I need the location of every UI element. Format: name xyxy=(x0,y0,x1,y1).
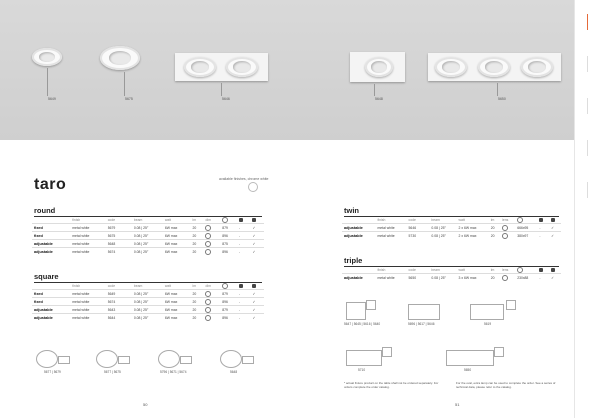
page-title: taro xyxy=(34,176,67,193)
table-cell: 0.08 | 25° xyxy=(132,248,163,256)
drawing-caption: 5650 xyxy=(464,368,472,372)
table-cell: metal white xyxy=(70,232,106,240)
column-header: finish xyxy=(72,284,81,288)
heat-icon xyxy=(239,218,243,222)
lamp-icon xyxy=(222,283,228,289)
table-cell xyxy=(500,232,515,240)
table-cell: 0.08 | 25° xyxy=(132,314,163,322)
twin-table xyxy=(342,217,561,239)
table-cell: - xyxy=(237,298,250,306)
table-cell: fixed xyxy=(32,224,70,232)
table-cell: metal white xyxy=(375,274,406,282)
table-cell: metal white xyxy=(70,298,106,306)
table-cell: 20 xyxy=(489,232,500,240)
column-header: lens xyxy=(502,268,509,272)
side-tab[interactable] xyxy=(587,182,588,198)
table-cell: adjustable xyxy=(342,232,375,240)
drawing-round xyxy=(96,350,118,368)
table-cell: 5646 xyxy=(407,224,424,232)
table-cell xyxy=(203,240,220,248)
table-cell: 6W max xyxy=(163,232,191,240)
table-row xyxy=(32,306,264,314)
table-cell: 879 xyxy=(220,290,237,298)
table-cell: 0.08 | 25° xyxy=(132,240,163,248)
column-header: beam xyxy=(133,218,143,222)
table-cell: ✓ xyxy=(250,314,264,322)
column-header: code xyxy=(107,218,116,222)
fixture-code: 5646 xyxy=(222,97,230,101)
table-row xyxy=(32,240,264,248)
table-cell: 896 xyxy=(220,232,237,240)
table-cell: metal white xyxy=(70,248,106,256)
side-tab-active[interactable] xyxy=(587,14,588,30)
column-header: lm xyxy=(490,218,495,222)
table-cell xyxy=(125,224,132,232)
dimmable-icon xyxy=(205,233,211,239)
table-cell: 896 xyxy=(220,314,237,322)
table-cell: 0.08 | 25° xyxy=(132,224,163,232)
column-header: code xyxy=(408,268,416,272)
table-cell: 5650 xyxy=(407,274,424,282)
table-cell: metal white xyxy=(70,290,106,298)
table-cell: 20 xyxy=(190,306,203,314)
column-header: lm xyxy=(490,268,495,272)
round-fixed-fixture xyxy=(32,48,62,66)
table-cell xyxy=(203,290,220,298)
page-number-right: 51 xyxy=(455,402,460,407)
finish-label: available finishes, chrome white xyxy=(219,177,269,181)
table-cell: 230x88 xyxy=(515,274,537,282)
table-cell: 20 xyxy=(190,314,203,322)
column-header: finish xyxy=(377,218,386,222)
table-cell xyxy=(125,314,132,322)
table-cell xyxy=(203,224,220,232)
table-cell: 0.08 | 25° xyxy=(429,232,456,240)
table-cell: ✓ xyxy=(549,274,561,282)
column-header: lm xyxy=(192,284,197,288)
table-cell: metal white xyxy=(70,314,106,322)
column-header: lm xyxy=(192,218,197,222)
table-cell xyxy=(203,306,220,314)
table-cell: fixed xyxy=(32,290,70,298)
drawing-twin xyxy=(346,350,382,366)
leader-line xyxy=(47,68,48,96)
leader-line xyxy=(221,83,222,96)
table-cell: 20 xyxy=(190,232,203,240)
table-cell: adjustable xyxy=(32,314,70,322)
column-header: finish xyxy=(72,218,81,222)
table-cell: adjustable xyxy=(342,224,375,232)
table-cell: 5674 xyxy=(106,248,125,256)
fixture-code: 5650 xyxy=(498,97,506,101)
table-cell: 20 xyxy=(190,290,203,298)
table-cell: 20 xyxy=(190,224,203,232)
table-row xyxy=(342,232,561,240)
heat-icon xyxy=(539,218,543,222)
dimmable-icon xyxy=(205,299,211,305)
dimmable-icon xyxy=(205,307,211,313)
side-tab[interactable] xyxy=(587,140,588,156)
page-number-left: 50 xyxy=(143,402,148,407)
fixture-code: 5648 xyxy=(375,97,383,101)
twin-ring-right xyxy=(226,57,258,77)
table-cell: 5674 xyxy=(106,298,125,306)
drawing-side xyxy=(506,300,516,310)
drawing-side xyxy=(180,356,192,364)
table-cell: 5648 xyxy=(106,240,125,248)
table-row xyxy=(32,314,264,322)
finish-swatch xyxy=(248,182,258,192)
table-cell: - xyxy=(537,274,549,282)
table-row xyxy=(342,224,561,232)
table-cell: ✓ xyxy=(250,240,264,248)
table-cell: adjustable xyxy=(342,274,375,282)
table-cell: 896 xyxy=(220,248,237,256)
table-cell: adjustable xyxy=(32,306,70,314)
hero-image xyxy=(0,0,574,140)
side-navigation xyxy=(574,0,600,418)
table-cell: - xyxy=(237,232,250,240)
driver-icon xyxy=(252,284,256,288)
driver-icon xyxy=(551,268,555,272)
drawing-side xyxy=(366,300,376,310)
dimmable-icon xyxy=(205,225,211,231)
lamp-icon xyxy=(517,217,523,223)
table-cell: 875 xyxy=(220,240,237,248)
table-cell: 0.08 | 25° xyxy=(429,274,456,282)
lamp-icon xyxy=(222,217,228,223)
table-cell: - xyxy=(237,306,250,314)
table-cell xyxy=(125,306,132,314)
drawing-triple xyxy=(446,350,494,366)
table-cell xyxy=(125,298,132,306)
drawing-caption: 5696 | 5617 | 5646 xyxy=(408,322,435,326)
table-cell: 0.08 | 25° xyxy=(429,224,456,232)
table-cell xyxy=(203,232,220,240)
table-row xyxy=(32,224,264,232)
table-cell: 20 xyxy=(190,248,203,256)
table-cell: - xyxy=(537,232,549,240)
table-cell: metal white xyxy=(375,224,406,232)
table-cell xyxy=(203,248,220,256)
drawing-caption: 5796 | 5671 | 5674 xyxy=(160,370,187,374)
square-table xyxy=(32,283,264,321)
drawing-caption: 5648 xyxy=(230,370,238,374)
drawing-caption: 5619 xyxy=(484,322,492,326)
table-row xyxy=(342,274,561,282)
driver-icon xyxy=(551,218,555,222)
table-cell: adjustable xyxy=(32,248,70,256)
lamp-icon xyxy=(517,267,523,273)
table-cell: 20 xyxy=(489,274,500,282)
table-cell: metal white xyxy=(70,306,106,314)
drawing-side xyxy=(382,347,392,357)
driver-icon xyxy=(252,218,256,222)
dimmable-icon xyxy=(502,275,508,281)
side-tab[interactable] xyxy=(587,56,588,72)
drawing-square xyxy=(346,302,366,320)
table-cell: fixed xyxy=(32,232,70,240)
table-cell xyxy=(125,240,132,248)
column-header: beam xyxy=(133,284,143,288)
leader-line xyxy=(124,72,125,96)
table-cell: 6W max xyxy=(163,290,191,298)
table-cell: 6W max xyxy=(163,240,191,248)
table-cell: ✓ xyxy=(250,298,264,306)
leader-line xyxy=(497,83,498,96)
table-cell: 879 xyxy=(220,224,237,232)
triple-ring-1 xyxy=(435,57,467,77)
table-row xyxy=(32,290,264,298)
table-cell: ✓ xyxy=(250,290,264,298)
table-cell: 0.08 | 25° xyxy=(132,298,163,306)
table-cell: 5643 xyxy=(106,306,125,314)
table-cell: 666x95 xyxy=(515,224,537,232)
table-row xyxy=(32,232,264,240)
table-cell: metal white xyxy=(70,224,106,232)
drawing-side xyxy=(242,356,254,364)
table-cell: 5675 xyxy=(106,232,125,240)
table-cell: adjustable xyxy=(32,240,70,248)
column-header: watt xyxy=(458,218,465,222)
dimmable-icon xyxy=(502,233,508,239)
heat-icon xyxy=(239,284,243,288)
table-cell: 3 x 6W max xyxy=(457,274,489,282)
table-cell: 6W max xyxy=(163,314,191,322)
section-heading-round: round xyxy=(34,206,56,215)
section-heading-twin: twin xyxy=(344,206,359,215)
table-cell: - xyxy=(237,290,250,298)
column-header: lens xyxy=(502,218,509,222)
table-cell: metal white xyxy=(70,240,106,248)
round-table xyxy=(32,217,264,255)
table-cell: - xyxy=(237,314,250,322)
table-cell: 0.08 | 25° xyxy=(132,306,163,314)
column-header: finish xyxy=(377,268,386,272)
column-header: watt xyxy=(164,284,172,288)
drawing-side xyxy=(58,356,70,364)
dimmable-icon xyxy=(205,241,211,247)
table-cell xyxy=(500,224,515,232)
table-cell xyxy=(203,314,220,322)
drawing-caption: 5677 | 5675 xyxy=(104,370,121,374)
table-cell: - xyxy=(237,240,250,248)
table-cell: 5730 xyxy=(407,232,424,240)
column-header: dim xyxy=(205,284,211,288)
heat-icon xyxy=(539,268,543,272)
table-cell xyxy=(125,248,132,256)
table-cell: - xyxy=(237,248,250,256)
table-cell: - xyxy=(537,224,549,232)
table-cell: 0.08 | 25° xyxy=(132,232,163,240)
twin-ring-left xyxy=(184,57,216,77)
dimmable-icon xyxy=(205,291,211,297)
table-cell: ✓ xyxy=(250,248,264,256)
table-cell: 6W max xyxy=(163,224,191,232)
drawing-caption: 5677 | 5679 xyxy=(44,370,61,374)
column-header: code xyxy=(107,284,116,288)
table-cell: ✓ xyxy=(250,232,264,240)
square-ring xyxy=(365,57,393,77)
column-header: dim xyxy=(205,218,211,222)
table-cell: 380x97 xyxy=(515,232,537,240)
table-cell: 5679 xyxy=(106,224,125,232)
leader-line xyxy=(374,84,375,96)
table-cell xyxy=(203,298,220,306)
table-cell: - xyxy=(237,224,250,232)
side-tab[interactable] xyxy=(587,98,588,114)
table-cell: metal white xyxy=(375,232,406,240)
dimmable-icon xyxy=(205,249,211,255)
table-cell: 0.08 | 25° xyxy=(132,290,163,298)
dimmable-icon xyxy=(205,315,211,321)
table-row xyxy=(32,298,264,306)
table-cell: 20 xyxy=(190,298,203,306)
table-cell: ✓ xyxy=(250,224,264,232)
table-cell xyxy=(125,290,132,298)
drawing-caption: 5710 xyxy=(358,368,366,372)
table-cell: 2 x 6W max xyxy=(457,232,489,240)
fixture-code: 5649 xyxy=(48,97,56,101)
section-heading-triple: triple xyxy=(344,256,363,265)
table-cell: 20 xyxy=(489,224,500,232)
table-cell: 896 xyxy=(220,298,237,306)
triple-table xyxy=(342,267,561,281)
table-cell: ✓ xyxy=(549,232,561,240)
column-header: watt xyxy=(458,268,465,272)
triple-ring-2 xyxy=(478,57,510,77)
drawing-twin xyxy=(408,304,440,320)
column-header: watt xyxy=(164,218,172,222)
table-cell: 5649 xyxy=(106,290,125,298)
drawing-side xyxy=(494,347,504,357)
table-cell: ✓ xyxy=(250,306,264,314)
table-cell xyxy=(125,232,132,240)
drawing-round xyxy=(220,350,242,368)
table-cell: fixed xyxy=(32,298,70,306)
column-header: code xyxy=(408,218,416,222)
drawing-side xyxy=(118,356,130,364)
dimmable-icon xyxy=(502,225,508,231)
table-cell: 879 xyxy=(220,306,237,314)
table-cell: ✓ xyxy=(549,224,561,232)
drawing-caption: 5647 | 5645 | 5616 | 5640 xyxy=(344,322,381,326)
section-heading-square: square xyxy=(34,272,59,281)
drawing-round xyxy=(158,350,180,368)
table-row xyxy=(32,248,264,256)
table-cell: 6W max xyxy=(163,306,191,314)
table-cell: 20 xyxy=(190,240,203,248)
fixture-code: 5675 xyxy=(125,97,133,101)
table-cell: 2 x 6W max xyxy=(457,224,489,232)
triple-ring-3 xyxy=(521,57,553,77)
table-cell: 6W max xyxy=(163,248,191,256)
round-adjustable-fixture xyxy=(100,46,140,70)
table-cell: 5644 xyxy=(106,314,125,322)
drawing-round xyxy=(36,350,58,368)
table-cell: 6W max xyxy=(163,298,191,306)
footnote-right: For the oval, extra lamp can be used to complete the order. See a series of technical data, please refer to the catalog. xyxy=(456,381,556,389)
column-header: beam xyxy=(431,218,440,222)
drawing-twin xyxy=(470,304,504,320)
table-cell xyxy=(500,274,515,282)
column-header: beam xyxy=(431,268,440,272)
footnote-left: * actual fixture product on the table shall not be ordered separately. For orders complete the order catalog. xyxy=(344,381,439,389)
